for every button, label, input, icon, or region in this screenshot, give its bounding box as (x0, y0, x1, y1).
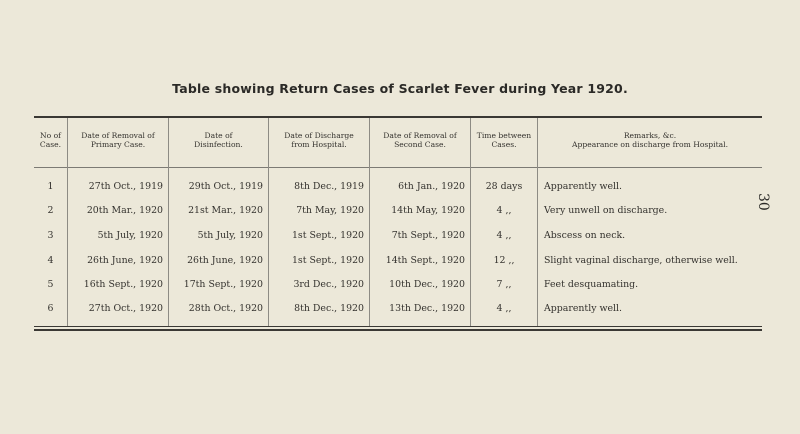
table-top-rule (34, 116, 762, 118)
disinfection-date: 28th Oct., 1920 (188, 303, 263, 314)
column-header-primary-removal: Date of Removal of Primary Case. (81, 131, 155, 149)
discharge-date: 7th May, 1920 (296, 205, 364, 216)
time-between-cases: 4 ,, (496, 230, 512, 241)
column-divider (168, 118, 169, 326)
column-header-discharge: Date of Discharge from Hospital. (284, 131, 354, 149)
disinfection-date: 17th Sept., 1920 (183, 279, 263, 290)
case-number: 6 (47, 303, 54, 314)
second-removal-date: 13th Dec., 1920 (389, 303, 465, 314)
discharge-date: 1st Sept., 1920 (291, 230, 364, 241)
primary-removal-date: 5th July, 1920 (97, 230, 163, 241)
remarks: Apparently well. (544, 181, 623, 192)
second-removal-date: 14th May, 1920 (391, 205, 465, 216)
case-number: 1 (47, 181, 54, 192)
remarks: Feet desquamating. (544, 279, 639, 290)
table-bottom-rule-thick (34, 329, 762, 331)
case-number: 4 (47, 255, 54, 266)
column-divider (67, 118, 68, 326)
case-number: 2 (47, 205, 54, 216)
column-header-second-removal: Date of Removal of Second Case. (383, 131, 457, 149)
second-removal-date: 10th Dec., 1920 (389, 279, 465, 290)
primary-removal-date: 27th Oct., 1919 (88, 181, 163, 192)
column-divider (537, 118, 538, 326)
time-between-cases: 12 ,, (493, 255, 515, 266)
remarks: Slight vaginal discharge, otherwise well. (544, 255, 738, 266)
second-removal-date: 6th Jan., 1920 (398, 181, 465, 192)
primary-removal-date: 20th Mar., 1920 (86, 205, 163, 216)
primary-removal-date: 27th Oct., 1920 (88, 303, 163, 314)
column-header-time-between: Time between Cases. (476, 131, 532, 149)
primary-removal-date: 16th Sept., 1920 (83, 279, 163, 290)
column-divider (470, 118, 471, 326)
table-title: Table showing Return Cases of Scarlet Fever during Year 1920. (172, 81, 628, 96)
discharge-date: 8th Dec., 1920 (294, 303, 364, 314)
primary-removal-date: 26th June, 1920 (87, 255, 163, 266)
remarks: Apparently well. (544, 303, 623, 314)
time-between-cases: 4 ,, (496, 303, 512, 314)
time-between-cases: 28 days (485, 181, 523, 192)
discharge-date: 8th Dec., 1919 (294, 181, 364, 192)
column-divider (268, 118, 269, 326)
column-header-no: No of Case. (39, 131, 62, 149)
column-divider (369, 118, 370, 326)
case-number: 3 (47, 230, 54, 241)
table-bottom-rule (34, 326, 762, 327)
disinfection-date: 21st Mar., 1920 (188, 205, 263, 216)
time-between-cases: 4 ,, (496, 205, 512, 216)
column-header-remarks: Remarks, &c. Appearance on discharge from Hospital. (572, 131, 728, 149)
column-header-disinfection: Date of Disinfection. (194, 131, 243, 149)
time-between-cases: 7 ,, (496, 279, 512, 290)
discharge-date: 3rd Dec., 1920 (293, 279, 364, 290)
case-number: 5 (47, 279, 54, 290)
remarks: Abscess on neck. (544, 230, 626, 241)
discharge-date: 1st Sept., 1920 (291, 255, 364, 266)
remarks: Very unwell on discharge. (544, 205, 668, 216)
second-removal-date: 7th Sept., 1920 (391, 230, 465, 241)
second-removal-date: 14th Sept., 1920 (385, 255, 465, 266)
header-bottom-rule (34, 167, 762, 168)
disinfection-date: 26th June, 1920 (187, 255, 263, 266)
disinfection-date: 5th July, 1920 (197, 230, 263, 241)
page-number: 30 (755, 193, 771, 211)
disinfection-date: 29th Oct., 1919 (188, 181, 263, 192)
